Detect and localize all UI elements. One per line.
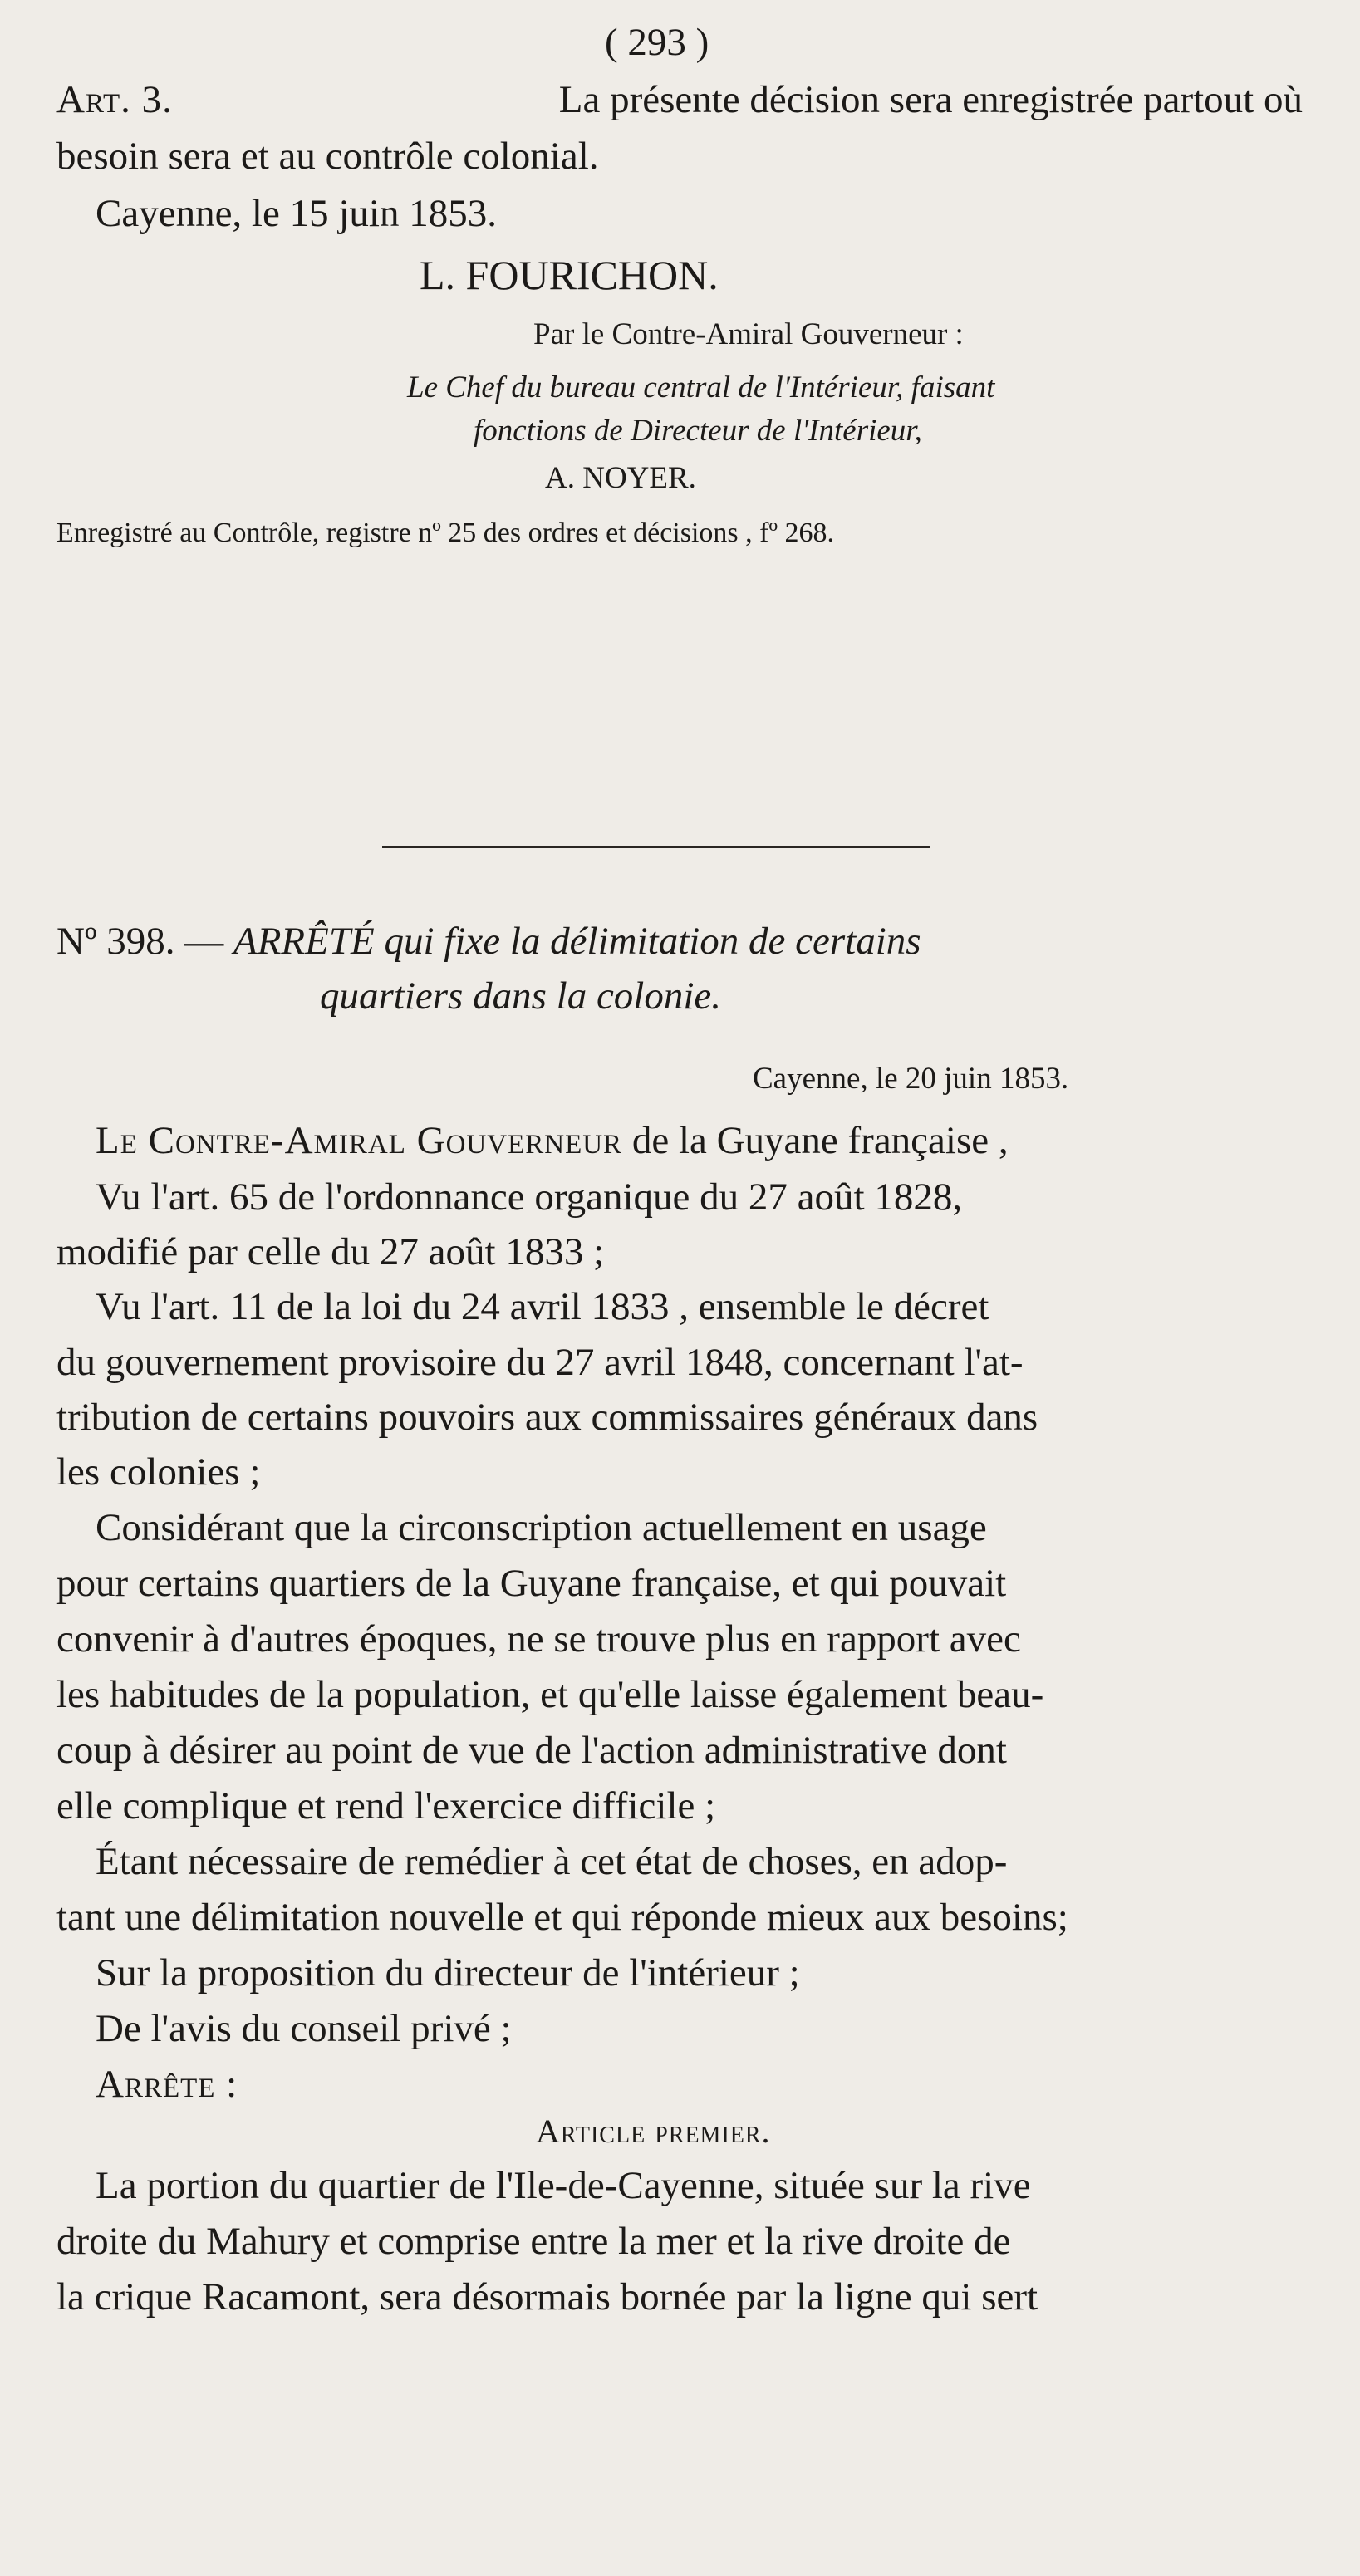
body-line-5: tribution de certains pouvoirs aux commissaires généraux dans: [56, 1396, 1038, 1439]
body-line-20: la crique Racamont, sera désormais bornée par la ligne qui sert: [56, 2275, 1038, 2318]
body-line-12: elle complique et rend l'exercice difficile ;: [56, 1784, 716, 1828]
arrete-number: Nº 398. —: [56, 920, 224, 963]
body-line-8: pour certains quartiers de la Guyane française, et qui pouvait: [56, 1562, 1007, 1605]
arrete-title-line-1: [56, 922, 921, 961]
chef-line-1: Le Chef du bureau central de l'Intérieur, faisant: [407, 370, 995, 405]
registry-note: Enregistré au Contrôle, registre nº 25 des ordres et décisions , fº 268.: [56, 518, 835, 548]
chef-line-2: fonctions de Directeur de l'Intérieur,: [474, 414, 922, 448]
section-divider: [382, 846, 930, 848]
body-line-9: convenir à d'autres époques, ne se trouve plus en rapport avec: [56, 1617, 1021, 1661]
body-line-3: Vu l'art. 11 de la loi du 24 avril 1833 , ensemble le décret: [96, 1285, 989, 1328]
body-line-6: les colonies ;: [56, 1450, 261, 1494]
by-line: Par le Contre-Amiral Gouverneur :: [533, 317, 964, 351]
art3-line-1: [56, 78, 1303, 121]
authority-line: [96, 1121, 1009, 1160]
chef-name: A. NOYER.: [545, 461, 696, 495]
arrete-title-caps: ARRÊTÉ: [233, 920, 375, 963]
authority-title: Le Contre-Amiral Gouverneur: [96, 1119, 623, 1162]
body-line-1: Vu l'art. 65 de l'ordonnance organique du 27 août 1828,: [96, 1175, 963, 1219]
arrete-date: Cayenne, le 20 juin 1853.: [753, 1062, 1069, 1096]
body-line-16: De l'avis du conseil privé ;: [96, 2007, 512, 2050]
body-line-2: modifié par celle du 27 août 1833 ;: [56, 1230, 605, 1273]
body-line-14: tant une délimitation nouvelle et qui réponde mieux aux besoins;: [56, 1896, 1068, 1939]
body-line-15: Sur la proposition du directeur de l'intérieur ;: [96, 1951, 800, 1995]
arrete-title-rest: qui fixe la délimitation de certains: [384, 920, 921, 963]
body-line-4: du gouvernement provisoire du 27 avril 1848, concernant l'at-: [56, 1341, 1024, 1384]
art3-text-line-2: besoin sera et au contrôle colonial.: [56, 135, 599, 178]
body-line-18: La portion du quartier de l'Ile-de-Cayenne, située sur la rive: [96, 2164, 1031, 2207]
body-line-7: Considérant que la circonscription actuellement en usage: [96, 1506, 987, 1549]
art3-label: Art. 3.: [56, 78, 173, 121]
page-number: ( 293 ): [605, 21, 709, 64]
place-date: Cayenne, le 15 juin 1853.: [96, 192, 497, 235]
body-line-19: droite du Mahury et comprise entre la mer et la rive droite de: [56, 2220, 1011, 2263]
arrete-title-line-2: quartiers dans la colonie.: [320, 974, 722, 1018]
art3-text-line-1: La présente décision sera enregistrée partout où: [558, 78, 1303, 121]
body-line-13: Étant nécessaire de remédier à cet état de choses, en adop-: [96, 1840, 1008, 1883]
arrete-keyword: Arrête :: [96, 2063, 238, 2106]
body-line-11: coup à désirer au point de vue de l'action administrative dont: [56, 1729, 1007, 1772]
article-premier-heading: Article premier.: [536, 2112, 771, 2150]
signature-fourichon: L. FOURICHON.: [420, 252, 719, 298]
authority-rest: de la Guyane française ,: [631, 1119, 1009, 1162]
body-line-10: les habitudes de la population, et qu'elle laisse également beau-: [56, 1673, 1044, 1716]
